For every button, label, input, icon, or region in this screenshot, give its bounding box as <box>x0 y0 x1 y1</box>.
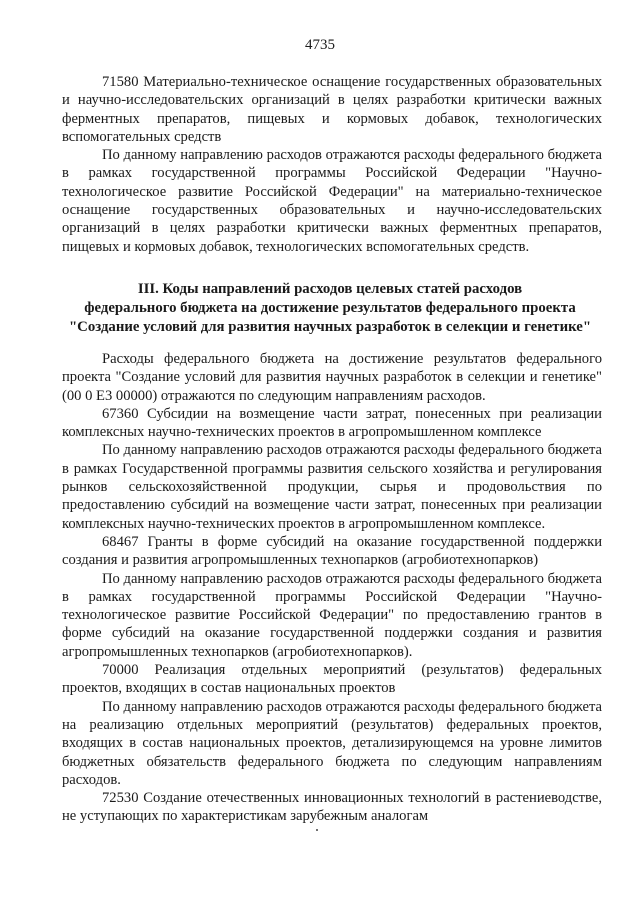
paragraph-71580: 71580 Материально-техническое оснащение государственных образовательных и научно-исследовательских организаций в целях разработки критически важных ферментных препаратов, пищевых и кормовых добавок, технологических вспомогательных средств <box>62 74 602 145</box>
intro-block <box>62 73 602 256</box>
section-title-line-2: федерального бюджета на достижение результатов федерального проекта <box>84 300 576 316</box>
section-title-line-1: III. Коды направлений расходов целевых статей расходов <box>137 281 523 297</box>
section-body <box>62 350 602 826</box>
paragraph-68467: 68467 Гранты в форме субсидий на оказание государственной поддержки создания и развития агропромышленных технопарков (агробиотехнопарков) <box>62 533 602 569</box>
paragraph-67360: 67360 Субсидии на возмещение части затрат, понесенных при реализации комплексных научно-технических проектов в агропромышленном комплексе <box>62 405 602 441</box>
paragraph-72530: 72530 Создание отечественных инновационных технологий в растениеводстве, не уступающих по характеристикам зарубежным аналогам <box>62 790 602 825</box>
paragraph-68467-description: По данному направлению расходов отражаются расходы федерального бюджета в рамках государственной программы Российской Федерации "Научно-технологическое развитие Российской Федерации" по предоставлению грантов в форме субсидий на оказание государственной поддержки создания и развития агропромышленных технопарков (агробиотехнопарков). <box>62 570 602 660</box>
paragraph-67360-description: По данному направлению расходов отражаются расходы федерального бюджета в рамках Государственной программы развития сельского хозяйства и регулирования рынков сельскохозяйственной продукции, сырья и продовольствия по предоставлению субсидий на возмещение части затрат, понесенных при реализации комплексных научно-технических проектов в агропромышленном комплексе. <box>62 442 602 532</box>
paragraph-70000: 70000 Реализация отдельных мероприятий (результатов) федеральных проектов, входящих в состав национальных проектов <box>62 662 602 697</box>
paragraph-70000-description: По данному направлению расходов отражаются расходы федерального бюджета на реализацию отдельных мероприятий (результатов) федеральных проектов, входящих в состав национальных проектов, детализирующемся на уровне лимитов бюджетных обязательств федерального бюджета по следующим направлениям расходов. <box>62 698 602 788</box>
section-title-line-3: "Создание условий для развития научных разработок в селекции и генетике" <box>68 319 592 335</box>
page-number: 4735 <box>305 37 335 53</box>
paragraph-intro: Расходы федерального бюджета на достижение результатов федерального проекта "Создание условий для развития научных разработок в селекции и генетике" (00 0 Е3 00000) отражаются по следующим направлениям расходов. <box>62 351 602 404</box>
scan-speck <box>316 829 318 831</box>
section-title <box>40 280 620 337</box>
paragraph-71580-description: По данному направлению расходов отражаются расходы федерального бюджета в рамках государственной программы Российской Федерации "Научно-технологическое развитие Российской Федерации" на материально-техническое оснащение государственных образовательных и научно-исследовательских организаций в целях разработки критически важных ферментных препаратов, пищевых и кормовых добавок, технологических вспомогательных средств. <box>62 147 602 255</box>
